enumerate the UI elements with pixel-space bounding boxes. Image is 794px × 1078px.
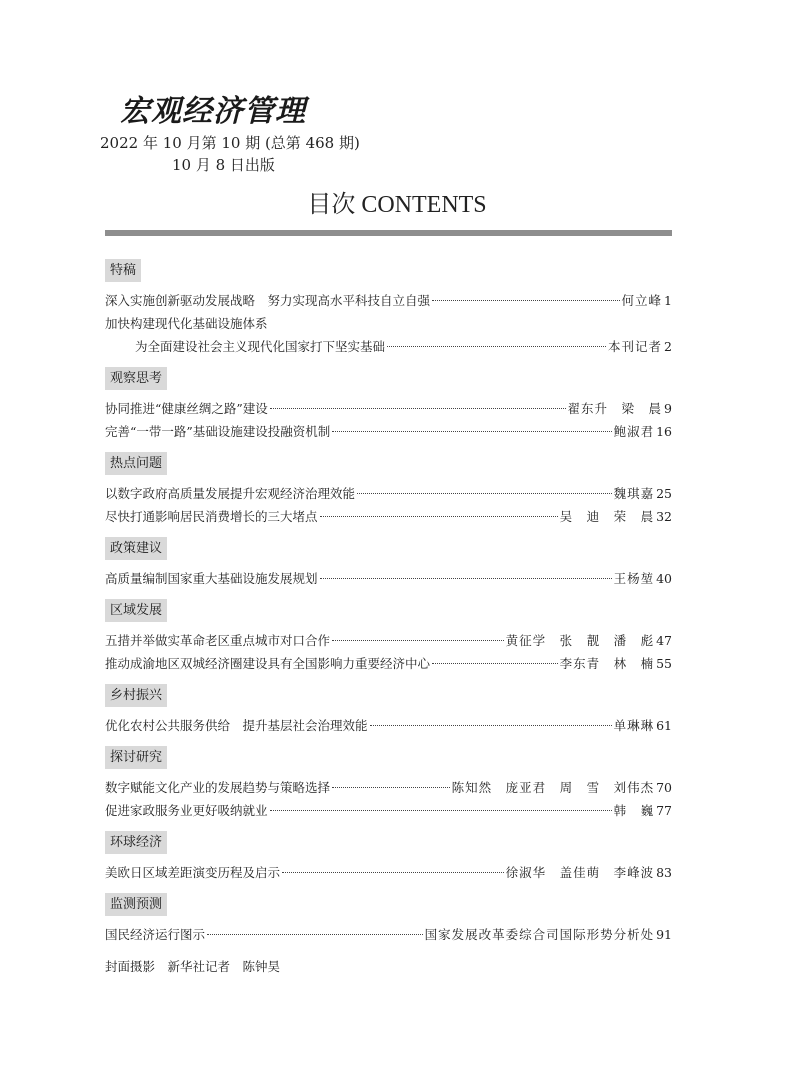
toc-entry[interactable] <box>105 289 672 312</box>
entry-author: 徐淑华 盖佳萌 李峰波 <box>505 865 655 880</box>
entry-author: 韩 巍 <box>613 803 655 818</box>
entry-page: 32 <box>656 509 672 524</box>
entry-page: 91 <box>656 927 672 942</box>
entry-author: 黄征学 张 靓 潘 彪 <box>505 633 655 648</box>
section-label: 热点问题 <box>105 452 167 475</box>
toc-entry[interactable] <box>105 923 672 946</box>
entry-page: 77 <box>656 803 672 818</box>
entry-title: 尽快打通影响居民消费增长的三大堵点 <box>105 509 318 524</box>
entry-page: 47 <box>656 633 672 648</box>
entry-title: 协同推进“健康丝绸之路”建设 <box>105 401 268 416</box>
entry-author: 鲍淑君 <box>613 424 655 439</box>
section-label: 监测预测 <box>105 893 167 916</box>
entry-title: 国民经济运行图示 <box>105 927 206 942</box>
dot-leader <box>320 516 558 517</box>
entry-title: 高质量编制国家重大基础设施发展规划 <box>105 571 318 586</box>
entry-author: 翟东升 梁 晨 <box>567 401 663 416</box>
toc-section <box>105 537 672 590</box>
entry-page: 70 <box>656 780 672 795</box>
dot-leader <box>320 578 612 579</box>
dot-leader <box>332 431 611 432</box>
toc-heading: 目次 CONTENTS <box>307 192 487 218</box>
entry-title: 完善“一带一路”基础设施建设投融资机制 <box>105 424 331 439</box>
section-label: 观察思考 <box>105 367 167 390</box>
entry-author: 陈知然 庞亚君 周 雪 刘伟杰 <box>451 780 655 795</box>
dot-leader <box>270 408 566 409</box>
toc-entry[interactable] <box>105 776 672 799</box>
entry-page: 25 <box>656 486 672 501</box>
cover-credit: 封面摄影 新华社记者 陈钟昊 <box>105 959 281 974</box>
toc-entry[interactable] <box>105 861 672 884</box>
toc-entry[interactable] <box>105 714 672 737</box>
toc-section <box>105 367 672 443</box>
toc-section <box>105 452 672 528</box>
dot-leader <box>432 300 620 301</box>
toc-section <box>105 599 672 675</box>
dot-leader <box>282 872 504 873</box>
dot-leader <box>357 493 612 494</box>
dot-leader <box>432 663 558 664</box>
issue-line: 2022 年 10 月第 10 期 (总第 468 期) <box>100 134 360 152</box>
section-label: 区域发展 <box>105 599 167 622</box>
dot-leader <box>370 725 612 726</box>
toc-entry[interactable] <box>105 482 672 505</box>
toc-entry[interactable] <box>105 505 672 528</box>
section-label: 特稿 <box>105 259 141 282</box>
entry-title: 为全面建设社会主义现代化国家打下坚实基础 <box>135 339 386 354</box>
publication-date: 10 月 8 日出版 <box>172 156 275 174</box>
issue-info <box>100 132 360 176</box>
entry-page: 55 <box>656 656 672 671</box>
entry-page: 40 <box>656 571 672 586</box>
entry-author: 魏琪嘉 <box>613 486 655 501</box>
entry-author: 单琳琳 <box>613 718 655 733</box>
entry-author: 本刊记者 <box>608 339 663 354</box>
entry-author: 何立峰 <box>621 293 663 308</box>
entry-title: 加快构建现代化基础设施体系 <box>105 316 268 331</box>
dot-leader <box>207 934 423 935</box>
section-label: 政策建议 <box>105 537 167 560</box>
entry-page: 61 <box>656 718 672 733</box>
entry-title: 五措并举做实革命老区重点城市对口合作 <box>105 633 331 648</box>
entry-page: 83 <box>656 865 672 880</box>
dot-leader <box>332 640 504 641</box>
entry-author: 国家发展改革委综合司国际形势分析处 <box>424 927 655 942</box>
toc-entry[interactable] <box>105 629 672 652</box>
toc-entry[interactable] <box>105 335 672 358</box>
toc-section <box>105 684 672 737</box>
toc-section <box>105 831 672 884</box>
entry-title: 以数字政府高质量发展提升宏观经济治理效能 <box>105 486 356 501</box>
entry-author: 吴 迪 荣 晨 <box>559 509 655 524</box>
toc-entry[interactable] <box>105 567 672 590</box>
dot-leader <box>270 810 612 811</box>
entry-title: 深入实施创新驱动发展战略 努力实现高水平科技自立自强 <box>105 293 431 308</box>
entry-author: 李东青 林 楠 <box>559 656 655 671</box>
toc-section <box>105 893 672 946</box>
section-label: 环球经济 <box>105 831 167 854</box>
entry-author: 王杨堃 <box>613 571 655 586</box>
entry-page: 1 <box>664 293 672 308</box>
toc-entry[interactable] <box>105 397 672 420</box>
entry-title: 推动成渝地区双城经济圈建设具有全国影响力重要经济中心 <box>105 656 431 671</box>
entry-title: 优化农村公共服务供给 提升基层社会治理效能 <box>105 718 368 733</box>
toc-entry[interactable] <box>105 312 672 335</box>
dot-leader <box>387 346 606 347</box>
toc-entry[interactable] <box>105 799 672 822</box>
entry-page: 16 <box>656 424 672 439</box>
toc-entry[interactable] <box>105 652 672 675</box>
entry-page: 2 <box>664 339 672 354</box>
journal-logo: 宏观经济管理 <box>120 94 306 129</box>
toc-section <box>105 259 672 358</box>
table-of-contents <box>105 259 672 978</box>
section-label: 乡村振兴 <box>105 684 167 707</box>
toc-section <box>105 746 672 822</box>
entry-page: 9 <box>664 401 672 416</box>
dot-leader <box>332 787 450 788</box>
toc-entry[interactable] <box>105 420 672 443</box>
entry-title: 促进家政服务业更好吸纳就业 <box>105 803 268 818</box>
heading-divider <box>105 230 672 236</box>
entry-title: 数字赋能文化产业的发展趋势与策略选择 <box>105 780 331 795</box>
section-label: 探讨研究 <box>105 746 167 769</box>
entry-title: 美欧日区域差距演变历程及启示 <box>105 865 281 880</box>
